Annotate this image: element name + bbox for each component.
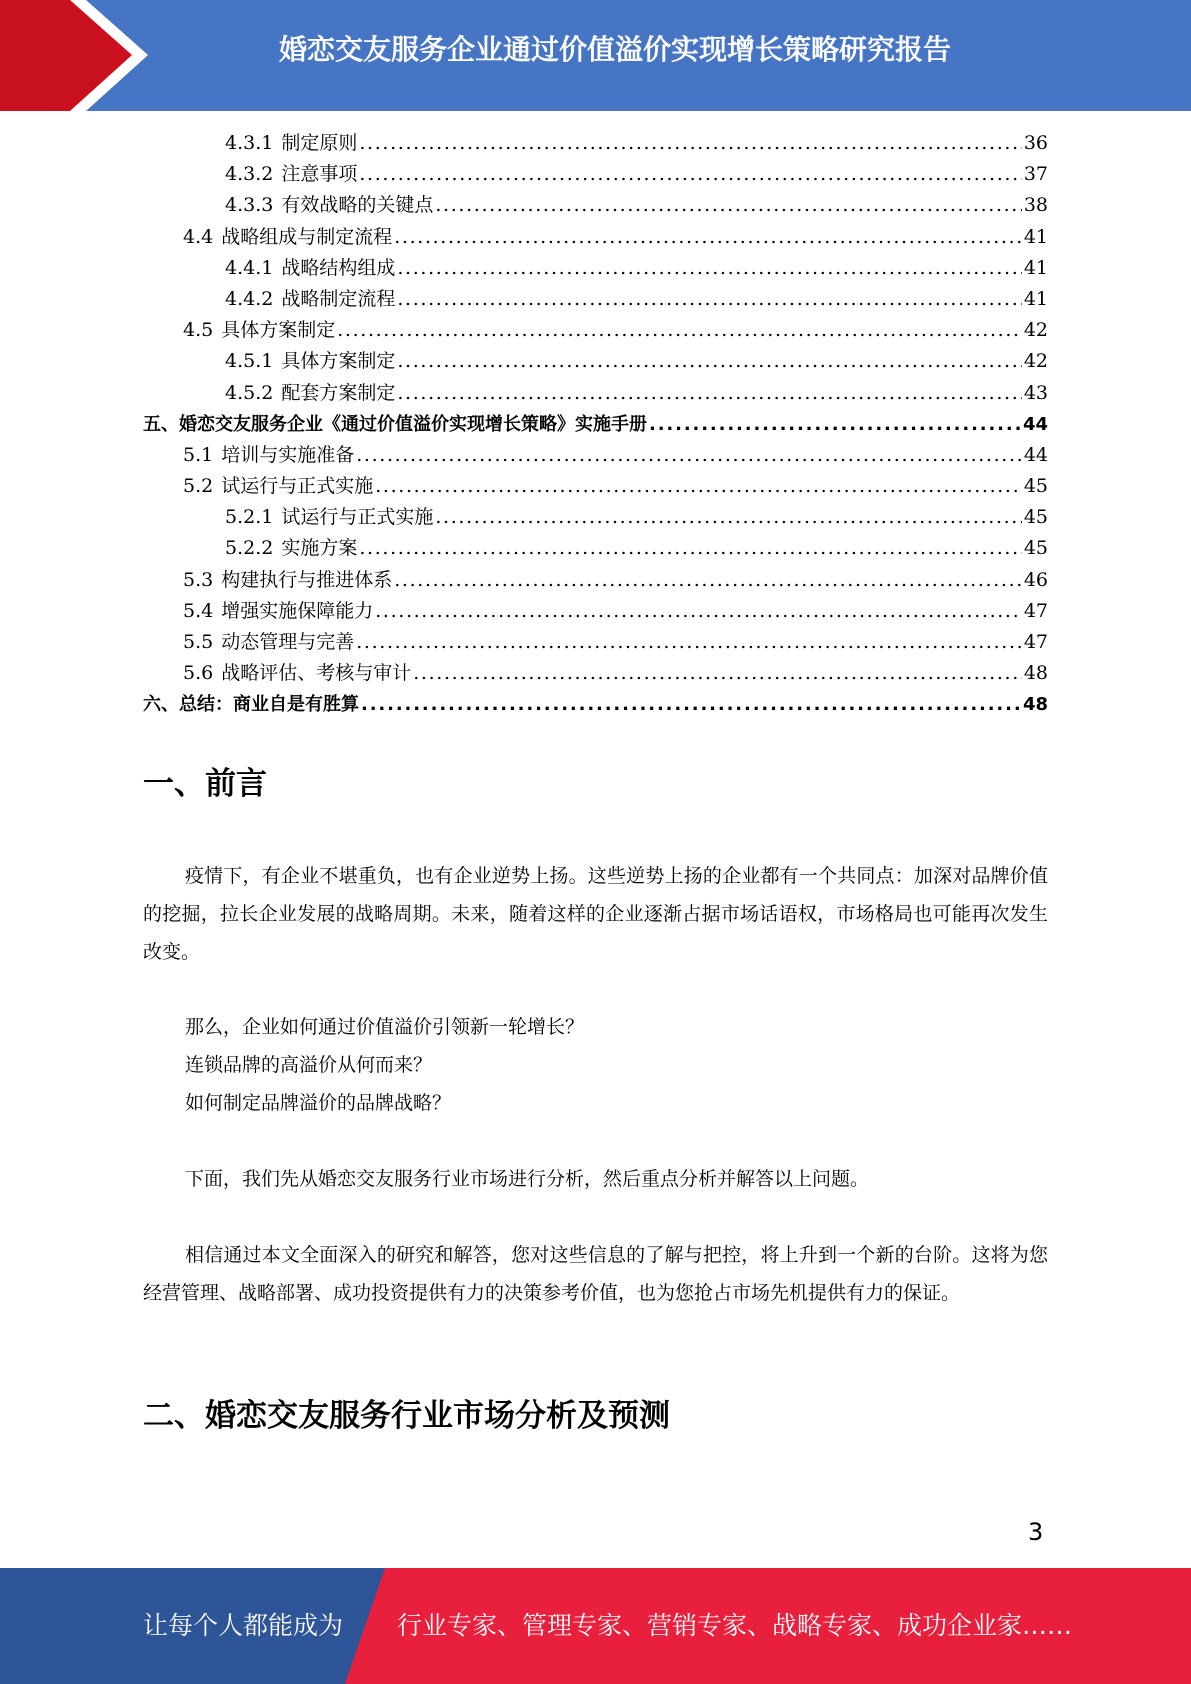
toc-entry-number: 4.3.1 [225, 132, 274, 154]
toc-entry-label [183, 440, 354, 471]
preface-paragraph-2: 下面，我们先从婚恋交友服务行业市场进行分析，然后重点分析并解答以上问题。 [185, 1168, 870, 1190]
toc-entry-text: 有效战略的关键点 [281, 194, 434, 217]
toc-entry-label [225, 533, 357, 564]
preface-paragraph-1: 疫情下，有企业不堪重负，也有企业逆势上扬。这些逆势上扬的企业都有一个共同点：加深对品牌价值的挖掘，拉长企业发展的战略周期。未来，随着这样的企业逐渐占据市场话语权，市场格局也可能再次发生改变。 [143, 865, 1048, 963]
toc-entry-page: 38 [1023, 194, 1048, 217]
toc-entry-label [183, 658, 411, 689]
toc-dot-leader [435, 502, 1021, 533]
toc-entry [143, 378, 1048, 409]
toc-entry [143, 253, 1048, 284]
toc-entry-label [183, 315, 335, 346]
toc-entry-number: 5.5 [183, 631, 214, 653]
toc-entry-page: 41 [1023, 256, 1048, 279]
preface-question-2: 连锁品牌的高溢价从何而来？ [185, 1054, 433, 1076]
toc-entry [143, 284, 1048, 315]
toc-entry [143, 346, 1048, 377]
page-header [0, 0, 1191, 111]
toc-entry-number: 5.4 [183, 599, 214, 622]
toc-entry-label [225, 253, 395, 284]
toc-entry-label [225, 378, 395, 409]
toc-entry [143, 502, 1048, 533]
table-of-contents [143, 128, 1048, 721]
toc-dot-leader [361, 689, 1021, 720]
preface-question-3: 如何制定品牌溢价的品牌战略？ [185, 1092, 452, 1114]
toc-entry [143, 627, 1048, 658]
toc-entry-page: 45 [1023, 537, 1048, 560]
toc-entry [143, 128, 1048, 159]
toc-entry-text: 培训与实施准备 [221, 443, 355, 466]
toc-entry-number: 5.1 [183, 443, 214, 466]
toc-entry-number: 4.3.3 [225, 194, 274, 217]
page-number: 3 [1028, 1518, 1044, 1546]
section-heading-market-analysis: 二、婚恋交友服务行业市场分析及预测 [143, 1398, 670, 1434]
toc-entry [143, 533, 1048, 564]
toc-entry [143, 159, 1048, 190]
toc-dot-leader [394, 565, 1022, 596]
toc-entry [143, 596, 1048, 627]
toc-entry-text: 注意事项 [281, 163, 358, 186]
toc-entry-page: 48 [1023, 662, 1048, 685]
toc-entry [143, 315, 1048, 346]
toc-entry-text: 试运行与正式实施 [281, 506, 434, 529]
toc-entry-label [225, 346, 395, 377]
toc-entry-label [225, 128, 357, 159]
toc-entry-text: 具体方案制定 [281, 350, 396, 373]
toc-entry-number: 5.2.1 [225, 506, 274, 529]
toc-entry-text: 战略组成与制定流程 [221, 225, 393, 248]
toc-dot-leader [375, 596, 1022, 627]
toc-entry-text: 制定原则 [281, 132, 358, 154]
toc-entry-label [183, 627, 354, 658]
footer-slogan-right: 行业专家、管理专家、营销专家、战略专家、成功企业家…… [397, 1611, 1073, 1640]
toc-entry-text: 战略评估、考核与审计 [221, 662, 412, 685]
toc-dot-leader [397, 284, 1021, 315]
toc-entry-text: 具体方案制定 [221, 319, 336, 342]
toc-entry-text: 构建执行与推进体系 [221, 568, 393, 591]
toc-entry-number: 4.4.1 [225, 256, 274, 279]
toc-entry-label [225, 284, 395, 315]
toc-entry-page: 41 [1023, 287, 1048, 310]
toc-entry-label [183, 565, 392, 596]
toc-entry-page: 47 [1023, 599, 1048, 622]
toc-dot-leader [359, 533, 1021, 564]
toc-entry-page: 37 [1023, 163, 1048, 186]
toc-entry-page: 48 [1022, 694, 1048, 716]
toc-entry-number: 5.3 [183, 568, 214, 591]
preface-question-1: 那么，企业如何通过价值溢价引领新一轮增长？ [185, 1016, 585, 1038]
toc-entry-label [143, 689, 359, 720]
toc-entry-page: 44 [1022, 413, 1048, 435]
toc-entry-label [183, 471, 373, 502]
toc-entry [143, 689, 1048, 720]
toc-entry-label [225, 159, 357, 190]
toc-entry-text: 六、总结：商业自是有胜算 [143, 694, 359, 716]
toc-entry-number: 4.5.1 [225, 350, 274, 373]
toc-dot-leader [359, 128, 1021, 159]
toc-entry [143, 565, 1048, 596]
toc-entry-page: 42 [1023, 319, 1048, 342]
toc-entry-text: 配套方案制定 [281, 381, 396, 404]
toc-dot-leader [397, 253, 1021, 284]
toc-entry-number: 4.5.2 [225, 381, 274, 404]
toc-entry [143, 471, 1048, 502]
toc-dot-leader [397, 378, 1021, 409]
toc-entry-label [143, 409, 647, 440]
toc-entry-number: 4.3.2 [225, 163, 274, 186]
toc-entry-page: 47 [1023, 631, 1048, 653]
toc-entry-text: 增强实施保障能力 [221, 599, 374, 622]
toc-entry-number: 5.2.2 [225, 537, 274, 560]
toc-entry-page: 45 [1023, 475, 1048, 498]
toc-dot-leader [435, 190, 1021, 221]
toc-dot-leader [359, 159, 1021, 190]
report-title: 婚恋交友服务企业通过价值溢价实现增长策略研究报告 [278, 33, 951, 66]
toc-entry-text: 试运行与正式实施 [221, 475, 374, 498]
toc-entry-label [183, 222, 392, 253]
toc-entry-page: 41 [1023, 225, 1048, 248]
toc-entry-label [183, 596, 373, 627]
toc-entry-number: 4.5 [183, 319, 214, 342]
toc-entry-page: 36 [1023, 132, 1048, 154]
toc-entry-text: 五、婚恋交友服务企业《通过价值溢价实现增长策略》实施手册 [143, 413, 647, 435]
toc-entry [143, 658, 1048, 689]
toc-entry-page: 46 [1023, 568, 1048, 591]
toc-entry-number: 5.2 [183, 475, 214, 498]
section-heading-preface: 一、前言 [143, 766, 267, 802]
toc-dot-leader [337, 315, 1022, 346]
toc-entry-number: 4.4 [183, 225, 214, 248]
toc-entry-number: 5.6 [183, 662, 214, 685]
toc-dot-leader [356, 440, 1022, 471]
toc-entry [143, 409, 1048, 440]
preface-paragraph-3: 相信通过本文全面深入的研究和解答，您对这些信息的了解与把控，将上升到一个新的台阶。这将为您经营管理、战略部署、成功投资提供有力的决策参考价值，也为您抢占市场先机提供有力的保证。 [143, 1244, 1048, 1304]
toc-entry-label [225, 190, 433, 221]
toc-entry-page: 43 [1023, 381, 1048, 404]
toc-entry-page: 42 [1023, 350, 1048, 373]
toc-entry [143, 440, 1048, 471]
toc-entry-text: 实施方案 [281, 537, 358, 560]
toc-dot-leader [397, 346, 1021, 377]
toc-entry-text: 动态管理与完善 [221, 631, 355, 653]
footer-slogan-left: 让每个人都能成为 [143, 1611, 344, 1640]
page-footer [0, 1568, 1191, 1684]
toc-entry-text: 战略制定流程 [281, 287, 396, 310]
toc-entry-text: 战略结构组成 [281, 256, 396, 279]
toc-dot-leader [375, 471, 1022, 502]
toc-dot-leader [356, 627, 1022, 658]
toc-entry [143, 190, 1048, 221]
toc-entry-number: 4.4.2 [225, 287, 274, 310]
toc-dot-leader [649, 409, 1021, 440]
toc-entry-label [225, 502, 433, 533]
toc-entry [143, 222, 1048, 253]
toc-dot-leader [394, 222, 1022, 253]
toc-dot-leader [413, 658, 1022, 689]
toc-entry-page: 44 [1023, 443, 1048, 466]
toc-entry-page: 45 [1023, 506, 1048, 529]
